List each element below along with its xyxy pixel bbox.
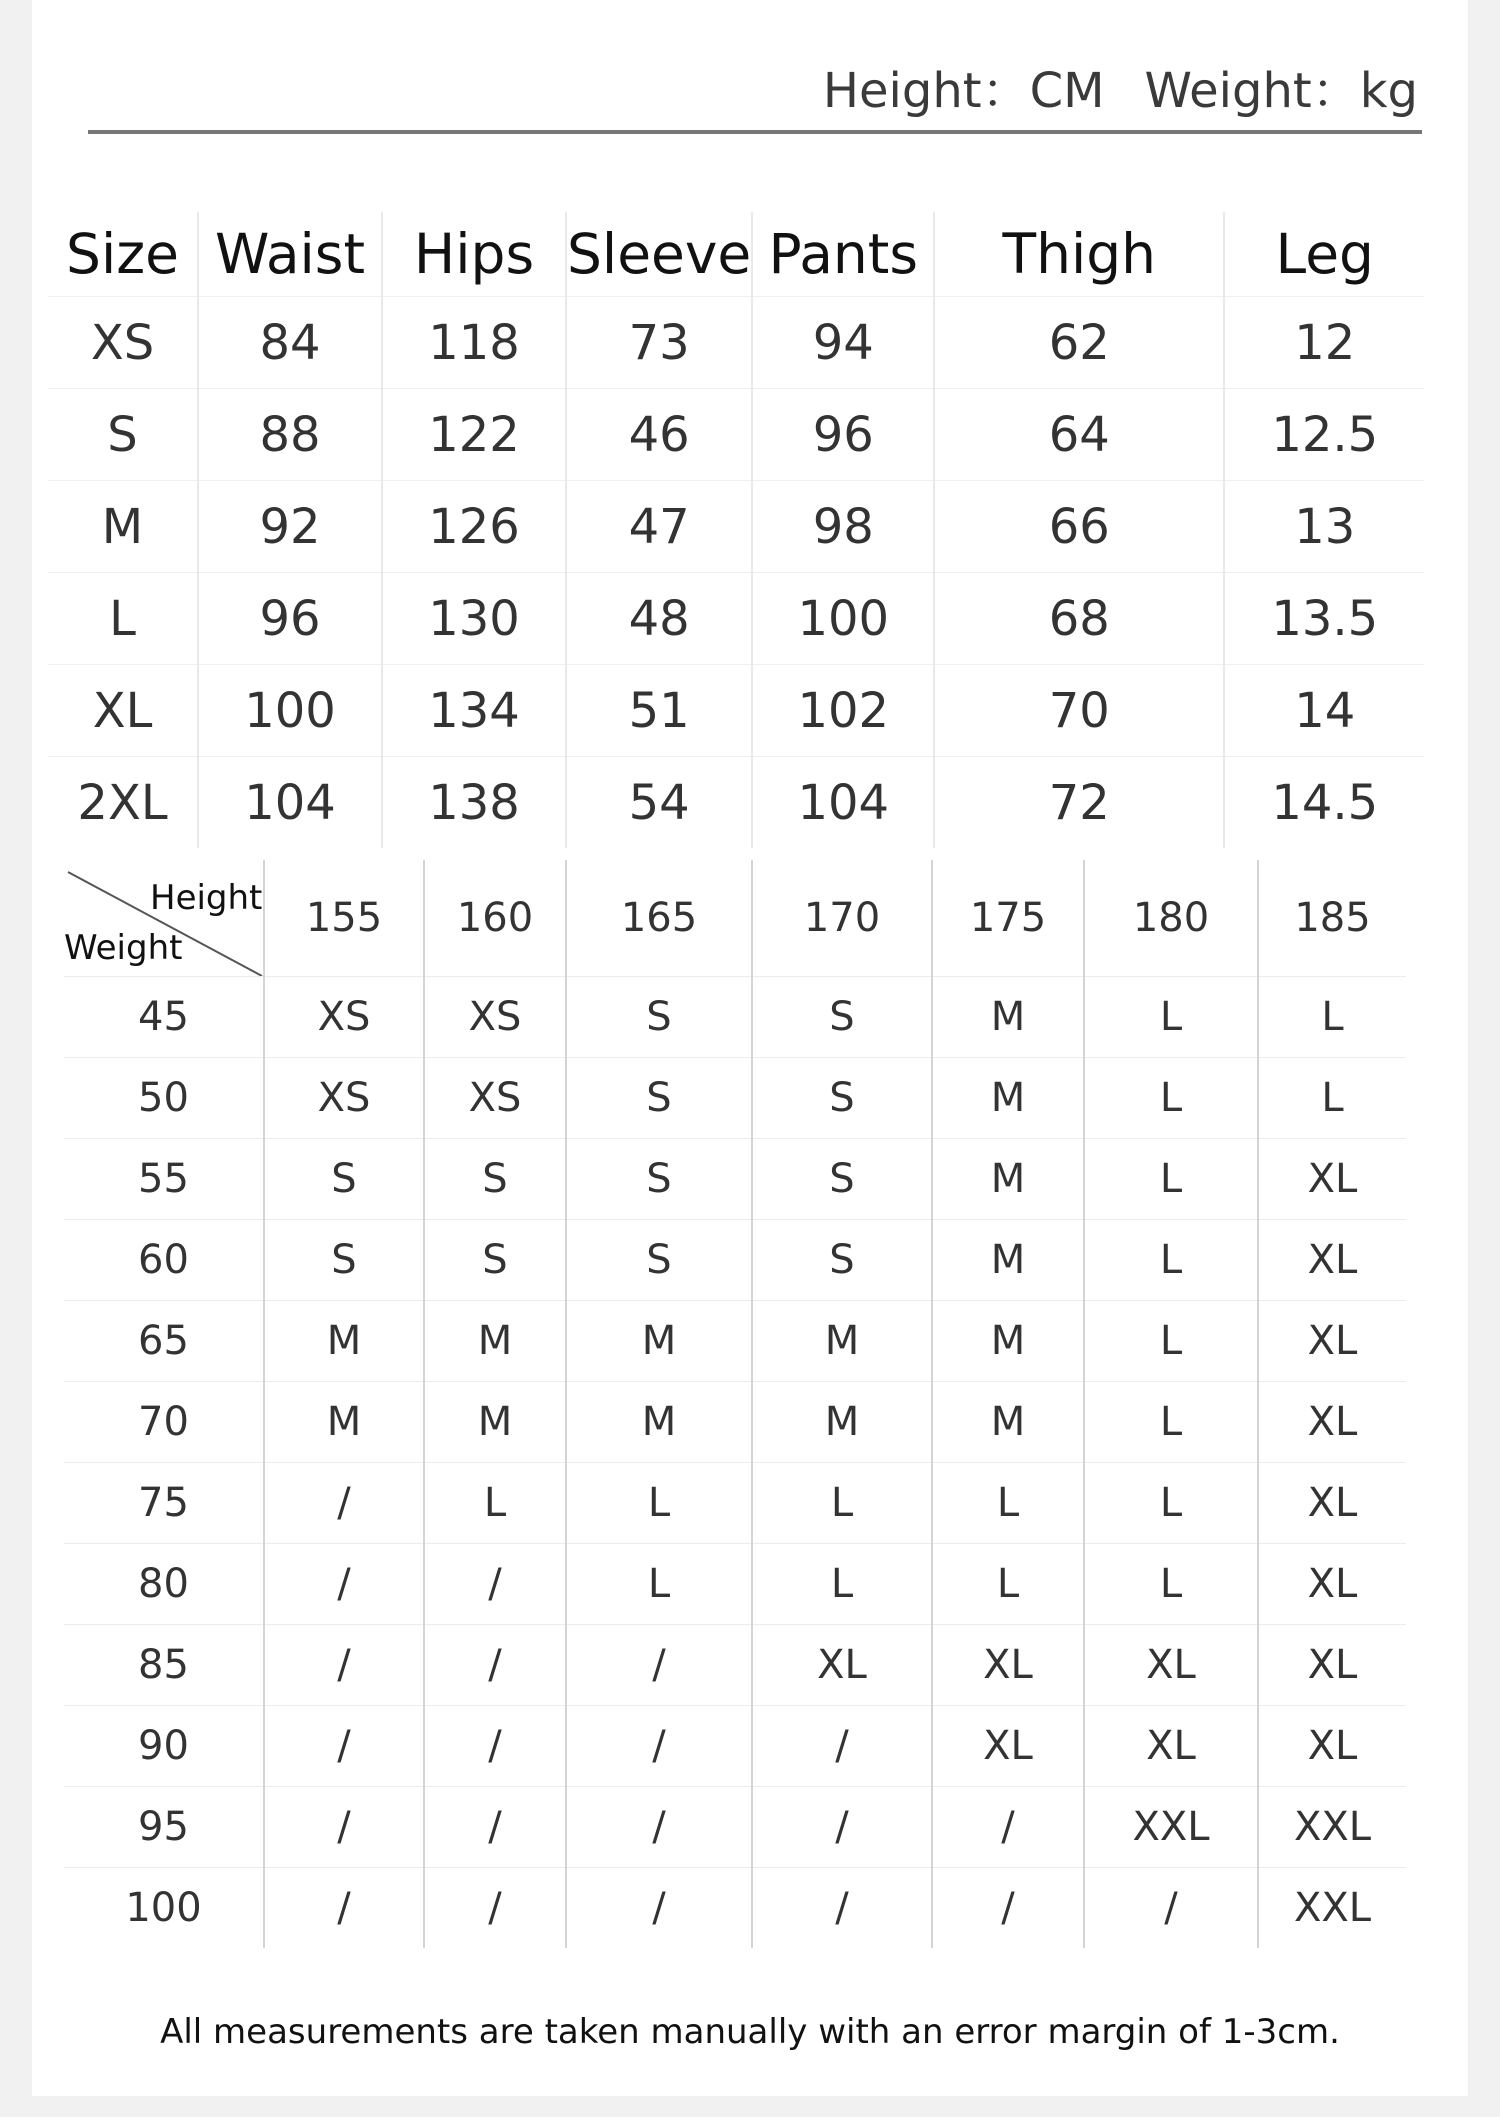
recommended-size-cell: / (424, 1706, 566, 1787)
weight-label-cell: 80 (64, 1544, 264, 1625)
measurement-cell: 64 (934, 389, 1224, 481)
recommended-size-cell: L (932, 1463, 1084, 1544)
recommended-size-cell: S (424, 1139, 566, 1220)
measurement-cell: 122 (382, 389, 566, 481)
recommended-size-cell: L (424, 1463, 566, 1544)
table-row (64, 1139, 1406, 1220)
recommended-size-cell: S (566, 1139, 752, 1220)
measurement-cell: 12.5 (1224, 389, 1424, 481)
recommended-size-cell: M (932, 977, 1084, 1058)
recommended-size-cell: M (932, 1301, 1084, 1382)
weight-label-cell: 100 (125, 1885, 202, 1931)
recommended-size-cell: S (752, 1220, 932, 1301)
recommended-size-cell: / (424, 1625, 566, 1706)
recommended-size-cell: L (1258, 977, 1406, 1058)
size-label-cell: L (48, 573, 198, 665)
recommended-size-cell: XXL (1258, 1787, 1406, 1868)
recommended-size-cell: XS (264, 977, 424, 1058)
recommended-size-cell: XL (1258, 1706, 1406, 1787)
weight-unit: Weight：kg (1144, 63, 1418, 119)
size-label-cell: 2XL (77, 774, 168, 831)
height-header: 175 (932, 860, 1084, 977)
table-row (48, 297, 1424, 389)
measurement-cell: 98 (752, 481, 934, 573)
recommended-size-cell: L (566, 1463, 752, 1544)
recommended-size-cell: XL (1258, 1544, 1406, 1625)
recommended-size-cell: L (1084, 1544, 1258, 1625)
size-measurement-table (48, 212, 1424, 848)
measurement-footnote: All measurements are taken manually with an error margin of 1-3cm. (160, 2012, 1340, 2052)
height-unit: Height：CM (822, 63, 1105, 119)
measurement-cell: 100 (198, 665, 382, 757)
recommended-size-cell: / (752, 1868, 932, 1949)
recommended-size-cell: XS (264, 1058, 424, 1139)
recommended-size-cell: XL (1258, 1139, 1406, 1220)
table-row (48, 665, 1424, 757)
corner-height-label: Height (150, 878, 263, 918)
recommended-size-cell: M (424, 1382, 566, 1463)
height-header-row (64, 860, 1406, 977)
height-weight-size-table (64, 860, 1406, 1948)
recommended-size-cell: / (424, 1544, 566, 1625)
measurement-cell: 130 (382, 573, 566, 665)
recommended-size-cell: / (264, 1625, 424, 1706)
column-header: Sleeve (566, 212, 752, 297)
measurement-cell: 13 (1224, 481, 1424, 573)
weight-label-cell: 75 (64, 1463, 264, 1544)
weight-label-cell: 90 (64, 1706, 264, 1787)
recommended-size-cell: S (752, 1139, 932, 1220)
weight-label-cell: 45 (64, 977, 264, 1058)
measurement-cell: 54 (566, 757, 752, 849)
recommended-size-cell: / (264, 1706, 424, 1787)
recommended-size-cell: / (264, 1544, 424, 1625)
recommended-size-cell: XL (1084, 1706, 1258, 1787)
recommended-size-cell: XXL (1084, 1787, 1258, 1868)
measurement-cell: 46 (566, 389, 752, 481)
measurement-cell: 84 (198, 297, 382, 389)
column-header: Hips (382, 212, 566, 297)
table-row (48, 757, 1424, 849)
recommended-size-cell: M (566, 1382, 752, 1463)
measurement-cell: 47 (566, 481, 752, 573)
measurement-cell: 138 (382, 757, 566, 849)
recommended-size-cell: M (264, 1382, 424, 1463)
recommended-size-cell: S (566, 1058, 752, 1139)
recommended-size-cell: L (1258, 1058, 1406, 1139)
table-row (64, 1868, 1406, 1949)
recommended-size-cell: M (932, 1220, 1084, 1301)
recommended-size-cell: L (1084, 977, 1258, 1058)
measurement-cell: 70 (934, 665, 1224, 757)
recommended-size-cell: / (932, 1868, 1084, 1949)
recommended-size-cell: M (264, 1301, 424, 1382)
recommended-size-cell: S (566, 1220, 752, 1301)
measurement-cell: 51 (566, 665, 752, 757)
measurement-cell: 126 (382, 481, 566, 573)
recommended-size-cell: S (566, 977, 752, 1058)
recommended-size-cell: L (752, 1544, 932, 1625)
height-header: 155 (264, 860, 424, 977)
recommended-size-cell: XS (424, 977, 566, 1058)
measurement-cell: 134 (382, 665, 566, 757)
recommended-size-cell: XL (932, 1706, 1084, 1787)
size-label-cell: S (48, 389, 198, 481)
recommended-size-cell: L (752, 1463, 932, 1544)
table-row (64, 1382, 1406, 1463)
table-row (64, 1706, 1406, 1787)
measurement-cell: 100 (752, 573, 934, 665)
recommended-size-cell: M (752, 1382, 932, 1463)
measurement-cell: 13.5 (1224, 573, 1424, 665)
header-divider (88, 130, 1422, 134)
measurement-cell: 66 (934, 481, 1224, 573)
measurement-cell: 92 (198, 481, 382, 573)
height-header: 170 (752, 860, 932, 977)
recommended-size-cell: XL (1258, 1625, 1406, 1706)
table-row (64, 1463, 1406, 1544)
table-row (64, 1220, 1406, 1301)
recommended-size-cell: L (1084, 1139, 1258, 1220)
recommended-size-cell: / (264, 1463, 424, 1544)
measurement-cell: 104 (752, 757, 934, 849)
recommended-size-cell: XL (752, 1625, 932, 1706)
recommended-size-cell: L (1084, 1463, 1258, 1544)
measurement-cell: 62 (934, 297, 1224, 389)
weight-label-cell: 95 (64, 1787, 264, 1868)
recommended-size-cell: L (1084, 1220, 1258, 1301)
measurement-cell: 96 (198, 573, 382, 665)
recommended-size-cell: M (932, 1058, 1084, 1139)
recommended-size-cell: / (424, 1868, 566, 1949)
recommended-size-cell: XL (1258, 1463, 1406, 1544)
height-header: 185 (1258, 860, 1406, 977)
weight-label-cell: 60 (64, 1220, 264, 1301)
recommended-size-cell: / (566, 1787, 752, 1868)
measurement-cell: 96 (752, 389, 934, 481)
recommended-size-cell: S (752, 1058, 932, 1139)
recommended-size-cell: / (752, 1787, 932, 1868)
table-row (48, 481, 1424, 573)
recommended-size-cell: M (752, 1301, 932, 1382)
measurement-cell: 118 (382, 297, 566, 389)
table-row (64, 977, 1406, 1058)
recommended-size-cell: M (932, 1139, 1084, 1220)
units-legend (823, 52, 1418, 121)
table-row (64, 1544, 1406, 1625)
recommended-size-cell: / (566, 1706, 752, 1787)
recommended-size-cell: S (752, 977, 932, 1058)
size-label-cell: M (48, 481, 198, 573)
recommended-size-cell: / (264, 1787, 424, 1868)
corner-weight-label: Weight (64, 928, 183, 968)
recommended-size-cell: / (752, 1706, 932, 1787)
measurement-cell: 73 (566, 297, 752, 389)
size-table-header (48, 212, 1424, 297)
column-header: Leg (1224, 212, 1424, 297)
corner-header-cell (64, 860, 264, 977)
column-header: Waist (198, 212, 382, 297)
recommended-size-cell: XL (1258, 1220, 1406, 1301)
recommended-size-cell: / (932, 1787, 1084, 1868)
recommended-size-cell: L (932, 1544, 1084, 1625)
weight-label-cell: 55 (64, 1139, 264, 1220)
recommended-size-cell: / (566, 1625, 752, 1706)
measurement-cell: 12 (1224, 297, 1424, 389)
recommended-size-cell: S (264, 1139, 424, 1220)
recommended-size-cell: M (932, 1382, 1084, 1463)
measurement-cell: 48 (566, 573, 752, 665)
table-row (48, 389, 1424, 481)
recommended-size-cell: M (566, 1301, 752, 1382)
recommended-size-cell: L (1084, 1382, 1258, 1463)
measurement-cell: 94 (752, 297, 934, 389)
recommended-size-cell: S (264, 1220, 424, 1301)
recommended-size-cell: L (1084, 1058, 1258, 1139)
table-row (48, 573, 1424, 665)
height-header: 165 (566, 860, 752, 977)
table-row (64, 1301, 1406, 1382)
measurement-cell: 68 (934, 573, 1224, 665)
column-header: Thigh (934, 212, 1224, 297)
recommended-size-cell: XL (932, 1625, 1084, 1706)
recommended-size-cell: XL (1084, 1625, 1258, 1706)
table-row (64, 1058, 1406, 1139)
weight-label-cell: 85 (64, 1625, 264, 1706)
recommended-size-cell: L (1084, 1301, 1258, 1382)
measurement-cell: 104 (198, 757, 382, 849)
size-label-cell: XL (48, 665, 198, 757)
recommended-size-cell: S (424, 1220, 566, 1301)
measurement-cell: 102 (752, 665, 934, 757)
weight-label-cell: 50 (64, 1058, 264, 1139)
recommended-size-cell: L (566, 1544, 752, 1625)
table-row (64, 1787, 1406, 1868)
recommended-size-cell: XL (1258, 1301, 1406, 1382)
recommended-size-cell: XL (1258, 1382, 1406, 1463)
measurement-cell: 72 (934, 757, 1224, 849)
size-label-cell: XS (48, 297, 198, 389)
recommended-size-cell: / (566, 1868, 752, 1949)
table-row (64, 1625, 1406, 1706)
recommended-size-cell: / (424, 1787, 566, 1868)
height-header: 160 (424, 860, 566, 977)
recommended-size-cell: M (424, 1301, 566, 1382)
recommended-size-cell: / (1084, 1868, 1258, 1949)
measurement-cell: 14 (1224, 665, 1424, 757)
column-header: Size (48, 212, 198, 297)
recommended-size-cell: XXL (1258, 1868, 1406, 1949)
weight-label-cell: 70 (64, 1382, 264, 1463)
height-header: 180 (1084, 860, 1258, 977)
weight-label-cell: 65 (64, 1301, 264, 1382)
measurement-cell: 14.5 (1224, 757, 1424, 849)
recommended-size-cell: XS (424, 1058, 566, 1139)
recommended-size-cell: / (264, 1868, 424, 1949)
measurement-cell: 88 (198, 389, 382, 481)
column-header: Pants (752, 212, 934, 297)
